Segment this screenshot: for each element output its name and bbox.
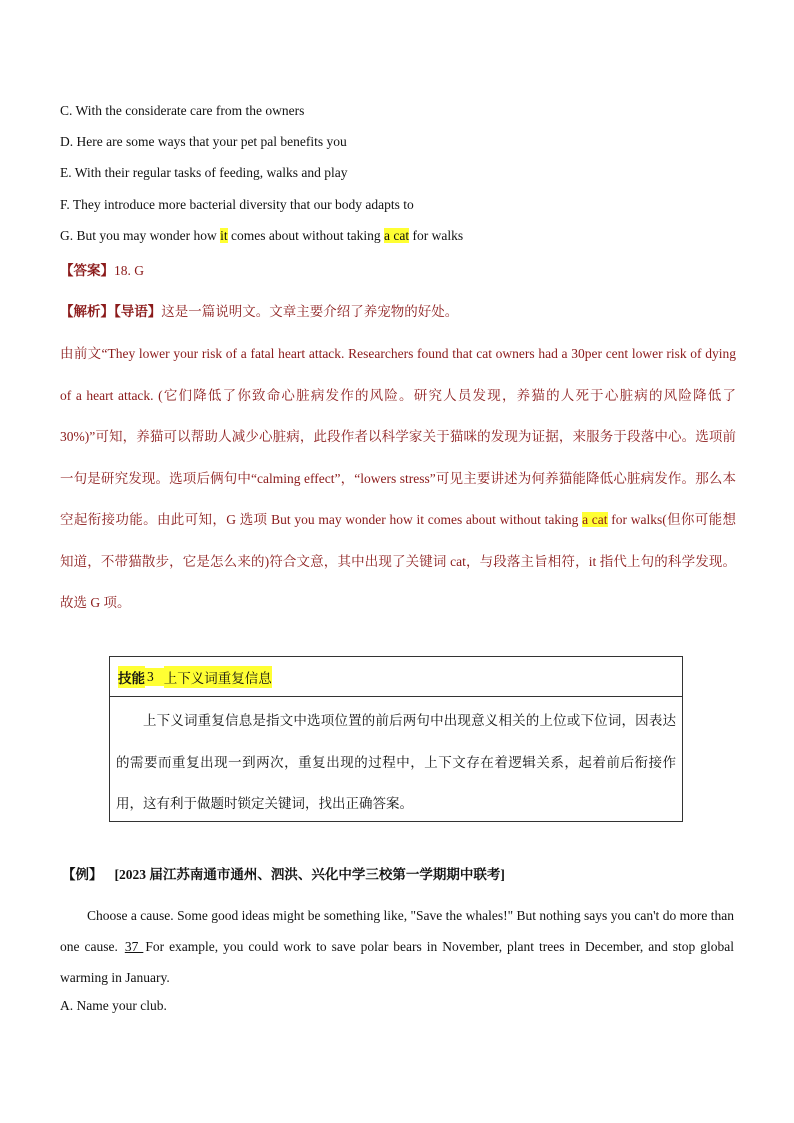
option-d: D. Here are some ways that your pet pal benefits you [60, 134, 347, 149]
option-e: E. With their regular tasks of feeding, walks and play [60, 165, 348, 180]
option-g [60, 227, 463, 245]
analysis-highlight-a-cat: a cat [582, 512, 608, 527]
option-g-mid: comes about without taking [227, 228, 384, 243]
skill-number: 3 [145, 668, 164, 686]
example-label: 【例】 [62, 867, 103, 882]
analysis-intro-line [60, 303, 458, 321]
skill-label: 技能 [118, 666, 145, 688]
option-f: F. They introduce more bacterial diversity that our body adapts to [60, 197, 414, 212]
example-passage [60, 900, 734, 993]
blank-37: 37 [124, 939, 144, 954]
highlight-it: it [220, 228, 228, 243]
skill-title: 上下义词重复信息 [164, 666, 272, 688]
analysis-intro: 这是一篇说明文。文章主要介绍了养宠物的好处。 [161, 304, 459, 319]
skill-body: 上下义词重复信息是指文中选项位置的前后两句中出现意义相关的上位或下位词，因表达的需要而重复出现一到两次，重复出现的过程中，上下文存在着逻辑关系，起着前后衔接作用，这有利于做题时锁定关键词，找出正确答案。 [116, 713, 676, 811]
skill-header [110, 657, 682, 697]
analysis-text: 由前文“They lower your risk of a fatal heart attack. Researchers found that cat owners had a 30per cent lower risk of dying of a heart attack. (它们降低了你致命心脏病发作的风险。研究人员发现，养猫的人死于心脏病的风险降低了 30%)”可知，养猫可以帮助人减少心脏病，此段作者以科学家关于猫咪的发现为证据，来服务于段落中心。选项前一句是研究发现。选项后俩句中“calming effect”，“lowers stress”可见主要讲述为何养猫能降低心脏病发作。那么本空起衔接功能。由此可知，G 选项 But you may wonder how it comes about without taking [60, 346, 736, 527]
answer-label: 【答案】 [60, 263, 114, 278]
analysis-paragraph [60, 333, 736, 624]
answer-line [60, 262, 144, 280]
skill-box [109, 656, 683, 822]
answer-value: 18. G [114, 263, 144, 278]
passage-part-b: For example, you could work to save polar bears in November, plant trees in December, and stop global warming in January. [60, 939, 734, 985]
option-g-prefix: G. But you may wonder how [60, 228, 221, 243]
option-g-suffix: for walks [409, 228, 464, 243]
example-option-a: A. Name your club. [60, 998, 167, 1013]
example-source: [2023 届江苏南通市通州、泗洪、兴化中学三校第一学期期中联考] [114, 867, 505, 882]
passage-part-a: Choose a cause. Some good ideas might be something like, "Save the whales!" But nothing says you can't do more than one cause. [60, 908, 734, 954]
option-c: C. With the considerate care from the owners [60, 103, 305, 118]
highlight-a-cat: a cat [383, 228, 410, 243]
example-heading [62, 866, 505, 884]
analysis-text-end: for walks(但你可能想知道，不带猫散步，它是怎么来的)符合文意，其中出现了关键词 cat，与段落主旨相符，it 指代上句的科学发现。故选 G 项。 [60, 512, 736, 610]
analysis-label: 【解析】【导语】 [60, 304, 162, 319]
